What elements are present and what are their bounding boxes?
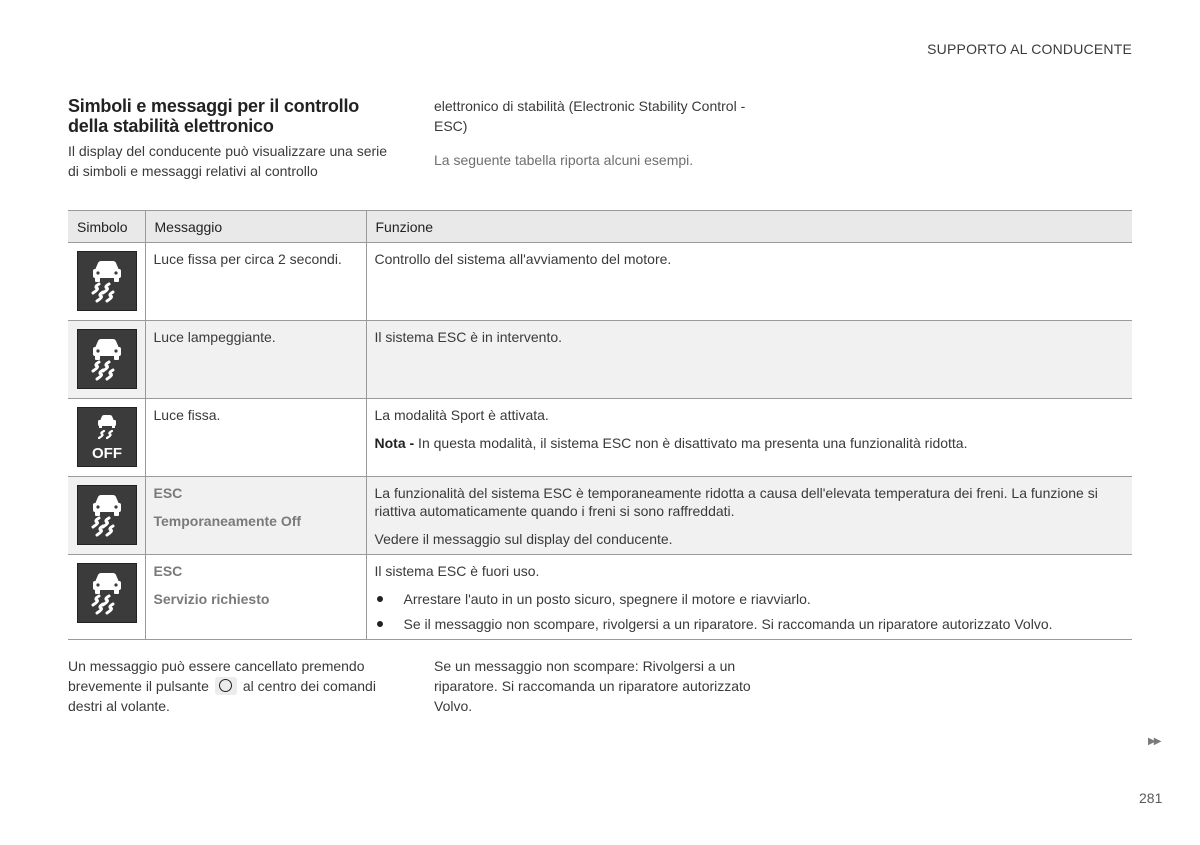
function-text: Il sistema ESC è fuori uso. <box>374 563 540 579</box>
page-title: Simboli e messaggi per il controllo della stabilità elettronico <box>68 96 360 136</box>
message-cell <box>145 477 366 555</box>
esc-skid-icon <box>77 329 137 389</box>
table-row <box>68 555 1132 640</box>
bullet-icon <box>377 596 383 602</box>
intro-text-left: Il display del conducente può visualizzare una serie di simboli e messaggi relativi al controllo <box>68 143 388 179</box>
circle-button-icon <box>215 677 237 695</box>
esc-skid-icon <box>77 251 137 311</box>
message-cell <box>145 555 366 640</box>
footer-text-right: Se un messaggio non scompare: Rivolgersi a un riparatore. Si raccomanda un riparatore autorizzato Volvo. <box>434 658 751 714</box>
function-text: La modalità Sport è attivata. <box>374 407 549 423</box>
table-row <box>68 243 1132 321</box>
list-item <box>375 590 1125 608</box>
message-cell: Luce fissa. <box>145 399 366 477</box>
footer-text-left <box>68 656 408 716</box>
function-cell <box>366 321 1132 399</box>
message-title: ESC <box>153 485 183 501</box>
symbol-cell <box>68 243 145 321</box>
esc-symbols-table <box>68 210 1132 640</box>
note-body: In questa modalità, il sistema ESC non è disattivato ma presenta una funzionalità ridotta. <box>414 435 968 451</box>
column-header-function: Funzione <box>366 211 1132 243</box>
message-cell: Luce lampeggiante. <box>145 321 366 399</box>
symbol-cell <box>68 321 145 399</box>
function-cell <box>366 243 1132 321</box>
function-text: La funzionalità del sistema ESC è temporaneamente ridotta a causa dell'elevata temperatura dei freni. La funzione si riattiva automaticamente quando i freni si sono raffreddati. <box>374 485 1098 519</box>
symbol-cell <box>68 555 145 640</box>
column-header-symbol: Simbolo <box>68 211 145 243</box>
page-number: 281 <box>1139 790 1163 806</box>
note-text <box>375 434 1125 452</box>
esc-skid-icon <box>77 485 137 545</box>
message-cell: Luce fissa per circa 2 secondi. <box>145 243 366 321</box>
function-cell <box>366 399 1132 477</box>
symbol-cell <box>68 399 145 477</box>
esc-off-icon <box>77 407 137 467</box>
message-title: ESC <box>153 563 183 579</box>
message-subtitle: Servizio richiesto <box>153 591 270 607</box>
list-item-text: Arrestare l'auto in un posto sicuro, spegnere il motore e riavviarlo. <box>403 591 811 607</box>
section-header: SUPPORTO AL CONDUCENTE <box>927 41 1132 57</box>
table-row <box>68 321 1132 399</box>
off-label: OFF <box>92 445 122 462</box>
function-text: Vedere il messaggio sul display del conducente. <box>374 531 673 547</box>
intro-text-right <box>434 96 764 170</box>
intro-text-continued: elettronico di stabilità (Electronic Stability Control - ESC) <box>434 98 746 134</box>
table-row <box>68 477 1132 555</box>
function-cell <box>366 555 1132 640</box>
double-arrow-right-icon: ▶▶ <box>1148 736 1160 747</box>
action-list <box>375 590 1125 633</box>
table-header-row <box>68 211 1132 243</box>
list-item <box>375 615 1125 633</box>
footer-text-part2: al centro dei comandi destri al volante. <box>68 678 376 714</box>
esc-skid-icon <box>77 563 137 623</box>
bullet-icon <box>377 621 383 627</box>
function-text: Il sistema ESC è in intervento. <box>374 329 563 345</box>
table-row <box>68 399 1132 477</box>
footer-text-part1: Un messaggio può essere cancellato premendo brevemente il pulsante <box>68 658 365 694</box>
table-intro-note: La seguente tabella riporta alcuni esempi. <box>434 152 694 168</box>
column-header-message: Messaggio <box>145 211 366 243</box>
message-subtitle: Temporaneamente Off <box>153 513 302 529</box>
function-text: Controllo del sistema all'avviamento del motore. <box>374 251 672 267</box>
symbol-cell <box>68 477 145 555</box>
function-cell <box>366 477 1132 555</box>
list-item-text: Se il messaggio non scompare, rivolgersi a un riparatore. Si raccomanda un riparatore autorizzato Volvo. <box>403 616 1053 632</box>
note-label: Nota - <box>374 435 415 451</box>
